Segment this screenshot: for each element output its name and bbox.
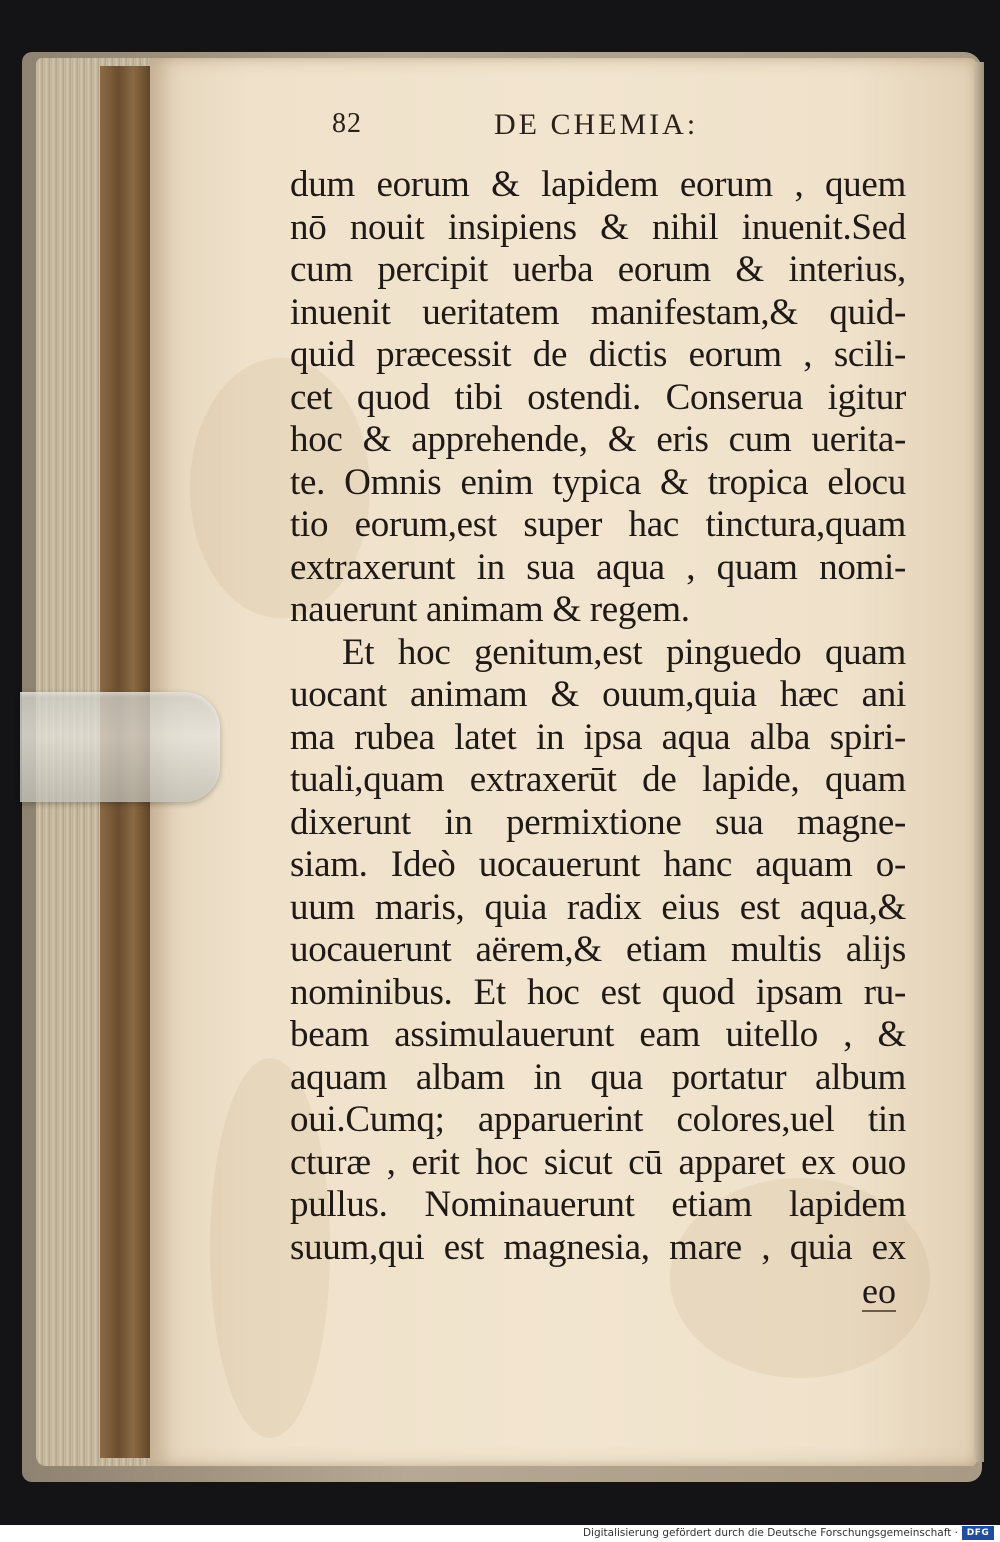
text-line: extraxerunt in sua aqua , quam nomi- — [290, 546, 906, 588]
running-title: DE CHEMIA: — [494, 108, 699, 141]
page-number: 82 — [332, 108, 362, 139]
text-line: beam assimulauerunt eam uitello , & — [290, 1014, 906, 1055]
running-head — [0, 108, 1000, 148]
footer-bar — [0, 1525, 1000, 1542]
body-text — [290, 164, 906, 1269]
page-right-edge — [974, 62, 984, 1462]
text-line: suum,qui est magnesia, mare , quia ex — [290, 1226, 906, 1268]
catchword: eo — [862, 1271, 896, 1311]
text-line: uocant animam & ouum,quia hæc ani — [290, 674, 906, 715]
text-line: ma rubea latet in ipsa aqua alba spiri- — [290, 716, 906, 758]
text-line: pullus. Nominauerunt etiam lapidem — [290, 1184, 906, 1225]
text-line: tuali,quam extraxerūt de lapide, quam — [290, 759, 906, 800]
text-line: te. Omnis enim typica & tropica elocu — [290, 461, 906, 503]
text-line: siam. Ideò uocauerunt hanc aquam o- — [290, 844, 906, 885]
text-line: nō nouit insipiens & nihil inuenit.Sed — [290, 206, 906, 248]
dfg-logo-icon[interactable]: DFG — [962, 1526, 994, 1540]
text-line: nauerunt animam & regem. — [290, 589, 690, 630]
text-line: inuenit ueritatem manifestam,& quid- — [290, 291, 906, 333]
text-line: hoc & apprehende, & eris cum uerita- — [290, 419, 906, 460]
book-clip — [20, 692, 220, 802]
text-line: cet quod tibi ostendi. Conserua igitur — [290, 376, 906, 418]
text-line: tio eorum,est super hac tinctura,quam — [290, 504, 906, 545]
text-line: dixerunt in permixtione sua magne- — [290, 801, 906, 843]
funding-credit: Digitalisierung gefördert durch die Deutsche Forschungsgemeinschaft · — [582, 1527, 958, 1539]
text-line: uum maris, quia radix eius est aqua,& — [290, 886, 906, 928]
text-line: oui.Cumq; apparuerint colores,uel tin — [290, 1099, 906, 1140]
text-line: cturæ , erit hoc sicut cū apparet ex ouo — [290, 1141, 906, 1183]
text-line: cum percipit uerba eorum & interius, — [290, 249, 906, 290]
text-line: aquam albam in qua portatur album — [290, 1056, 906, 1098]
text-line: quid præcessit de dictis eorum , scili- — [290, 334, 906, 375]
text-line: nominibus. Et hoc est quod ipsam ru- — [290, 971, 906, 1013]
text-line: dum eorum & lapidem eorum , quem — [290, 164, 906, 205]
text-line: Et hoc genitum,est pinguedo quam — [342, 631, 906, 673]
text-line: uocauerunt aërem,& etiam multis alijs — [290, 929, 906, 970]
